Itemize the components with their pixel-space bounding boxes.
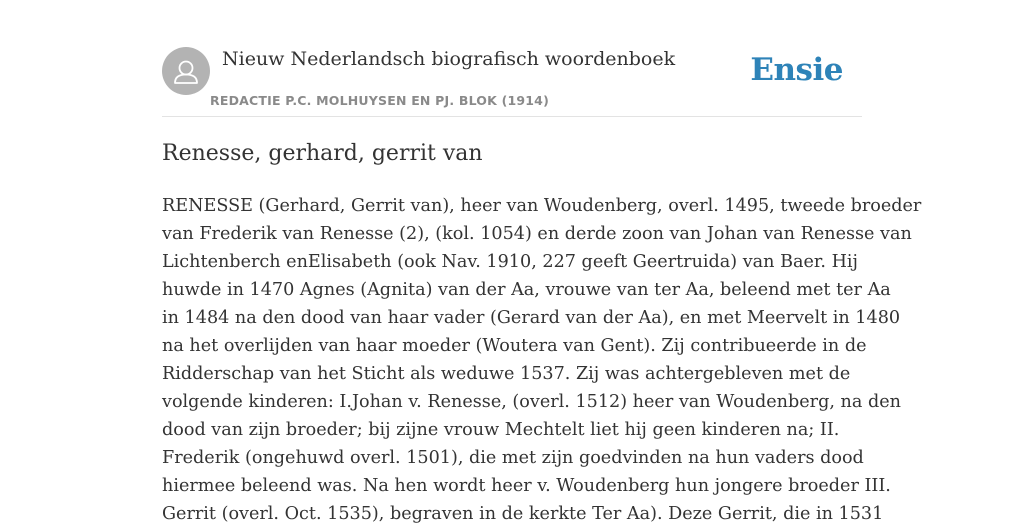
entry-text-line: volgende kinderen: I.Johan v. Renesse, (overl. 1512) heer van Woudenberg, na den <box>162 392 901 412</box>
entry-text-line: na het overlijden van haar moeder (Woutera van Gent). Zij contribueerde in de <box>162 336 867 356</box>
entry-text-line: dood van zijn broeder; bij zijne vrouw Mechtelt liet hij geen kinderen na; II. <box>162 420 840 440</box>
entry-body <box>162 192 922 528</box>
ensie-logo[interactable]: Ensie <box>750 52 843 88</box>
entry-title: Renesse, gerhard, gerrit van <box>162 141 483 166</box>
entry-text-line: hiermee beleend was. Na hen wordt heer v. Woudenberg hun jongere broeder III. <box>162 476 891 496</box>
entry-text-line: Lichtenberch enElisabeth (ook Nav. 1910, 227 geeft Geertruida) van Baer. Hij <box>162 252 859 272</box>
book-title[interactable]: Nieuw Nederlandsch biografisch woordenboek <box>222 48 676 70</box>
user-avatar-icon <box>162 47 210 95</box>
entry-text-line: van Frederik van Renesse (2), (kol. 1054) en derde zoon van Johan van Renesse van <box>162 224 912 244</box>
entry-text-line: Ridderschap van het Sticht als weduwe 1537. Zij was achtergebleven met de <box>162 364 851 384</box>
entry-text-line: Gerrit (overl. Oct. 1535), begraven in de kerkte Ter Aa). Deze Gerrit, die in 1531 <box>162 504 884 524</box>
book-editors: REDACTIE P.C. MOLHUYSEN EN PJ. BLOK (1914) <box>210 93 549 108</box>
entry-text-line: huwde in 1470 Agnes (Agnita) van der Aa, vrouwe van ter Aa, beleend met ter Aa <box>162 280 891 300</box>
entry-text-line: in 1484 na den dood van haar vader (Gerard van der Aa), en met Meervelt in 1480 <box>162 308 901 328</box>
entry-text-line: RENESSE (Gerhard, Gerrit van), heer van Woudenberg, overl. 1495, tweede broeder <box>162 196 922 216</box>
header <box>162 44 862 117</box>
entry-text-line: Frederik (ongehuwd overl. 1501), die met zijn goedvinden na hun vaders dood <box>162 448 864 468</box>
